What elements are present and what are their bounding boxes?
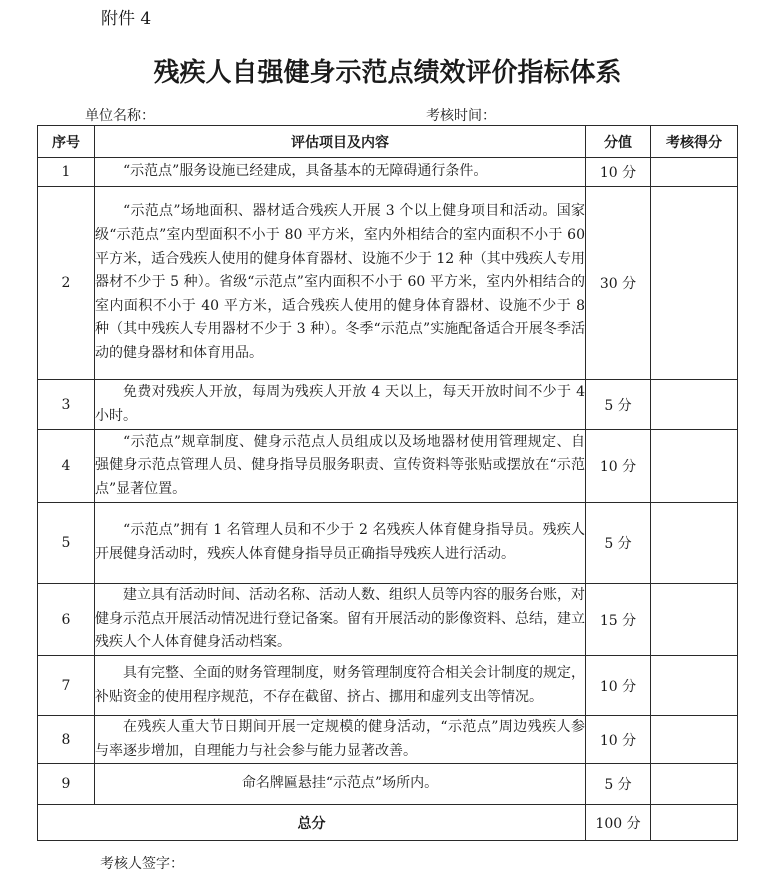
- row-content: [95, 187, 586, 380]
- row-score: 30 分: [586, 187, 651, 380]
- row-content-text: 在残疾人重大节日期间开展一定规模的健身活动，“示范点”周边残疾人参与率逐步增加，自理能力与社会参与能力显著改善。: [95, 719, 585, 759]
- row-result-cell[interactable]: [651, 158, 738, 187]
- row-result-cell[interactable]: [651, 584, 738, 656]
- row-content: [95, 584, 586, 656]
- row-score: 5 分: [586, 380, 651, 430]
- column-header-index: 序号: [38, 126, 95, 158]
- column-header-score: 分值: [586, 126, 651, 158]
- row-result-cell[interactable]: [651, 503, 738, 584]
- column-header-content: 评估项目及内容: [95, 126, 586, 158]
- row-score: 10 分: [586, 430, 651, 503]
- row-result-cell[interactable]: [651, 764, 738, 805]
- row-index: 2: [38, 187, 95, 380]
- total-score: 100 分: [586, 805, 651, 841]
- row-score: 10 分: [586, 716, 651, 764]
- row-content-text: 建立具有活动时间、活动名称、活动人数、组织人员等内容的服务台账，对健身示范点开展活动情况进行登记备案。留有开展活动的影像资料、总结，建立残疾人个人体育健身活动档案。: [95, 587, 585, 651]
- row-content-text: 免费对残疾人开放，每周为残疾人开放 4 天以上，每天开放时间不少于 4 小时。: [95, 383, 585, 424]
- row-content-text: 具有完整、全面的财务管理制度，财务管理制度符合相关会计制度的规定，补贴资金的使用程序规范，不存在截留、挤占、挪用和虚列支出等情况。: [95, 664, 585, 705]
- column-header-result: 考核得分: [651, 126, 738, 158]
- table-row: [38, 716, 738, 764]
- row-content: [95, 158, 586, 187]
- unit-name-label: 单位名称：: [85, 108, 155, 124]
- attachment-label: 附件 4: [101, 9, 152, 29]
- row-content-text: “示范点”服务设施已经建成，具备基本的无障碍通行条件。: [123, 163, 488, 180]
- row-index: 5: [38, 503, 95, 584]
- row-content: [95, 503, 586, 584]
- table-row: [38, 430, 738, 503]
- table-header-row: [38, 126, 738, 158]
- row-content-text: 命名牌匾悬挂“示范点”场所内。: [241, 775, 439, 792]
- table-row: [38, 158, 738, 187]
- row-content-text: “示范点”拥有 1 名管理人员和不少于 2 名残疾人体育健身指导员。残疾人开展健身活动时，残疾人体育健身指导员正确指导残疾人进行活动。: [95, 522, 585, 562]
- total-row: [38, 805, 738, 841]
- row-content: [95, 764, 586, 805]
- row-index: 8: [38, 716, 95, 764]
- table-row: [38, 187, 738, 380]
- review-time-label: 考核时间：: [426, 108, 496, 124]
- row-content: [95, 430, 586, 503]
- row-index: 1: [38, 158, 95, 187]
- table-row: [38, 656, 738, 716]
- row-content: [95, 656, 586, 716]
- row-result-cell[interactable]: [651, 187, 738, 380]
- table-row: [38, 503, 738, 584]
- row-score: 10 分: [586, 158, 651, 187]
- row-score: 10 分: [586, 656, 651, 716]
- row-result-cell[interactable]: [651, 656, 738, 716]
- evaluation-table: [37, 125, 738, 841]
- table-row: [38, 764, 738, 805]
- row-result-cell[interactable]: [651, 380, 738, 430]
- row-index: 9: [38, 764, 95, 805]
- page-title: 残疾人自强健身示范点绩效评价指标体系: [153, 58, 622, 88]
- row-content: [95, 380, 586, 430]
- row-result-cell[interactable]: [651, 430, 738, 503]
- table-row: [38, 380, 738, 430]
- row-score: 5 分: [586, 764, 651, 805]
- row-index: 6: [38, 584, 95, 656]
- row-score: 5 分: [586, 503, 651, 584]
- row-index: 4: [38, 430, 95, 503]
- row-content-text: “示范点”规章制度、健身示范点人员组成以及场地器材使用管理规定、自强健身示范点管理人员、健身指导员服务职责、宣传资料等张贴或摆放在“示范点”显著位置。: [95, 433, 585, 497]
- table-row: [38, 584, 738, 656]
- row-content-text: “示范点”场地面积、器材适合残疾人开展 3 个以上健身项目和活动。国家级“示范点”室内型面积不小于 80 平方米，室内外相结合的室内面积不小于 60 平方米，适合残疾人使用的健身体育器材、设施不少于 12 种（其中残疾人专用器材不少于 5 种）。省级“示范点”室内面积不小于 60 平方米，室内外相结合的室内面积不小于 40 平方米，适合残疾人使用的健身体育器材、设施不少于 8 种（其中残疾人专用器材不少于 3 种）。冬季“示范点”实施配备适合开展冬季活动的健身器材和体育用品。: [95, 203, 585, 361]
- row-result-cell[interactable]: [651, 716, 738, 764]
- row-content: [95, 716, 586, 764]
- signer-label: 考核人签字：: [100, 856, 184, 872]
- row-index: 7: [38, 656, 95, 716]
- row-score: 15 分: [586, 584, 651, 656]
- row-index: 3: [38, 380, 95, 430]
- total-label: 总分: [38, 805, 586, 841]
- total-result-cell[interactable]: [651, 805, 738, 841]
